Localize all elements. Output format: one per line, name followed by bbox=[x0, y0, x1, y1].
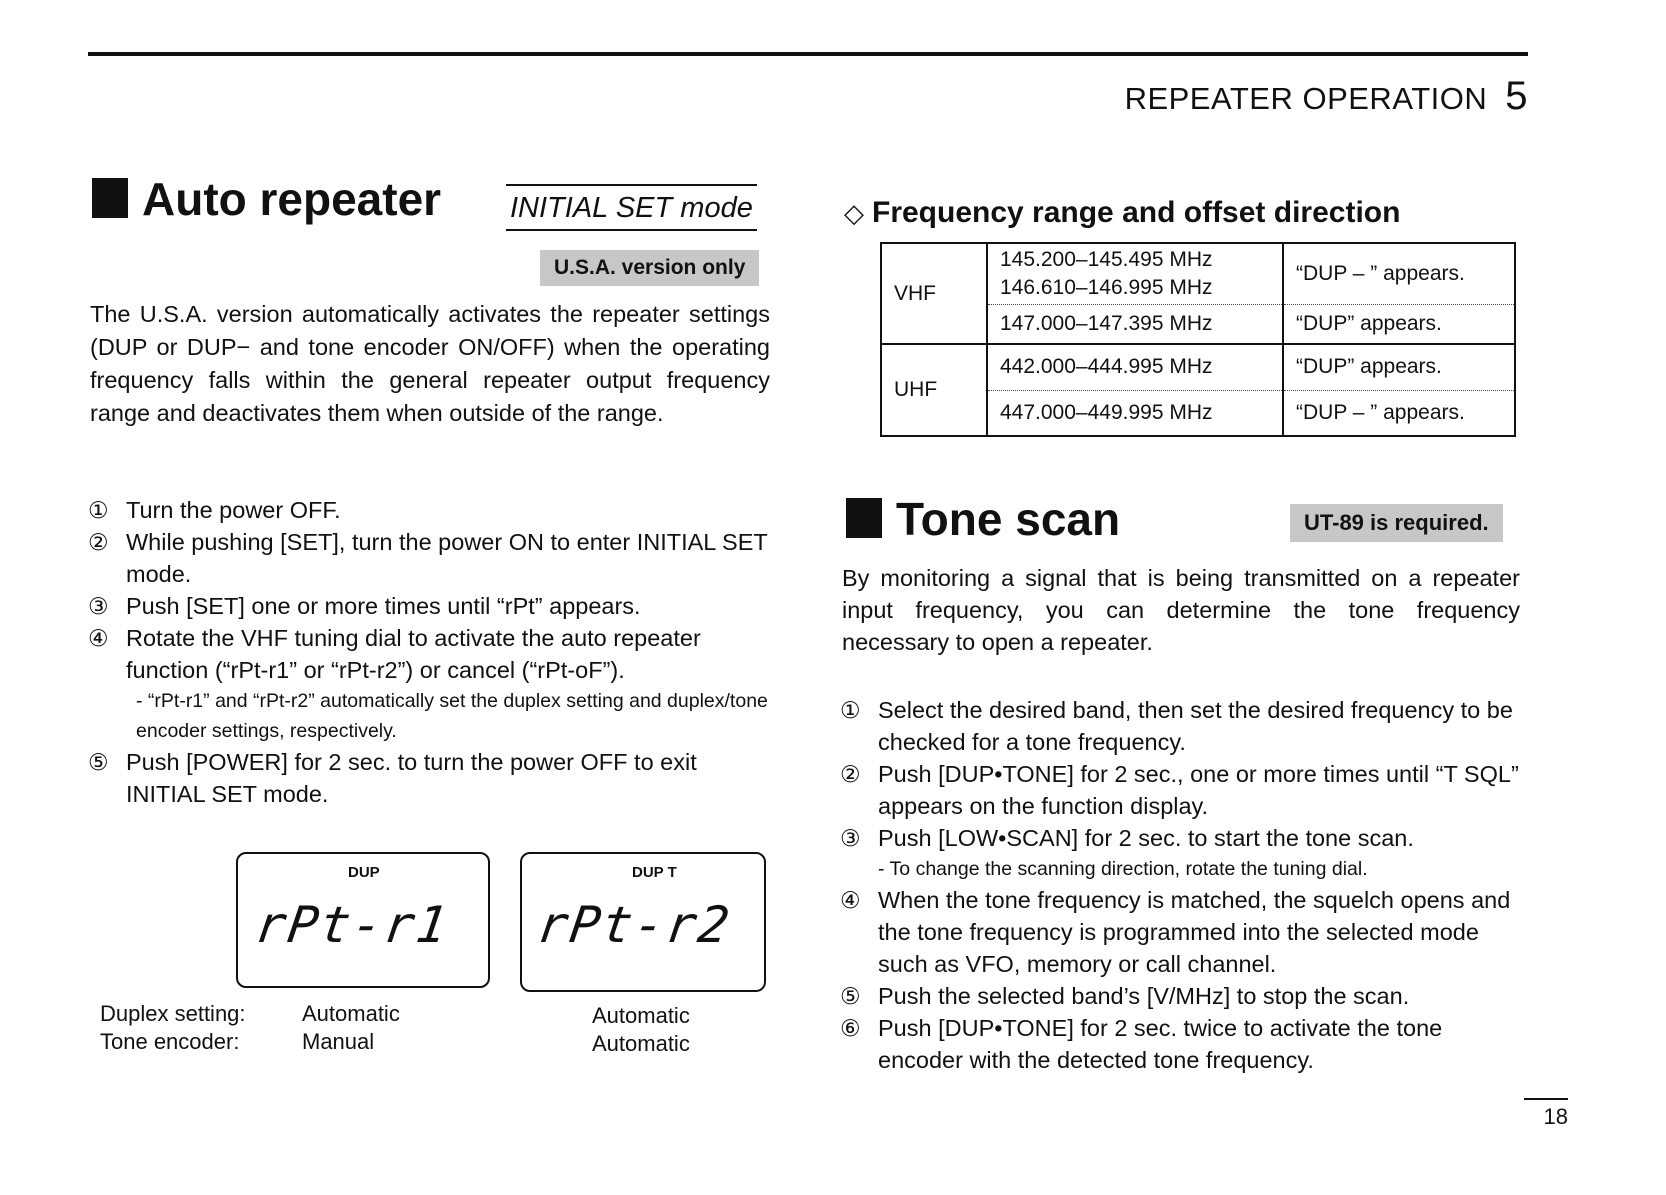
list-item bbox=[840, 884, 1520, 980]
caption-r2 bbox=[592, 1002, 690, 1058]
step-text: Turn the power OFF. bbox=[126, 497, 341, 523]
step-number: ④ bbox=[88, 625, 109, 651]
table-row bbox=[881, 243, 1515, 305]
step-text: Push [SET] one or more times until “rPt” appears. bbox=[126, 593, 641, 619]
step-text: Push [DUP•TONE] for 2 sec. twice to activate the tone encoder with the detected tone frequency. bbox=[878, 1015, 1443, 1073]
lcd-annunciator: DUP bbox=[348, 864, 380, 881]
step-text: When the tone frequency is matched, the squelch opens and the tone frequency is programmed into the selected mode such as VFO, memory or call channel. bbox=[878, 887, 1511, 977]
page-number: 18 bbox=[1524, 1098, 1568, 1130]
lcd-display-r1 bbox=[236, 852, 490, 988]
freq-range-heading bbox=[844, 196, 1400, 230]
auto-repeater-steps bbox=[88, 494, 768, 810]
freq-value: 145.200–145.495 MHz bbox=[1000, 248, 1213, 271]
auto-repeater-heading bbox=[92, 172, 441, 226]
step-note: - To change the scanning direction, rotate the tuning dial. bbox=[878, 858, 1368, 880]
step-text: Push [DUP•TONE] for 2 sec., one or more times until “T SQL” appears on the function display. bbox=[878, 761, 1519, 819]
tone-scan-title: Tone scan bbox=[896, 493, 1121, 545]
list-item bbox=[840, 822, 1520, 884]
step-number: ③ bbox=[840, 825, 861, 851]
auto-repeater-intro: The U.S.A. version automatically activates the repeater settings (DUP or DUP− and tone encoder ON/OFF) when the operating frequency falls within the general repeater output frequency range and deactivates them when outside of the range. bbox=[90, 301, 770, 426]
caption-labels bbox=[100, 1000, 246, 1056]
list-item bbox=[88, 526, 768, 590]
step-number: ③ bbox=[88, 593, 109, 619]
lcd-readout: rPt-r1 bbox=[251, 896, 453, 954]
duplex-label: Duplex setting: bbox=[100, 1001, 246, 1026]
table-row bbox=[881, 344, 1515, 390]
step-text: Push [POWER] for 2 sec. to turn the power OFF to exit INITIAL SET mode. bbox=[126, 749, 697, 807]
step-text: While pushing [SET], turn the power ON to enter INITIAL SET mode. bbox=[126, 529, 768, 587]
freq-cell bbox=[987, 243, 1283, 305]
usa-version-badge: U.S.A. version only bbox=[540, 250, 759, 286]
ut89-badge: UT-89 is required. bbox=[1290, 504, 1503, 542]
step-text: Push the selected band’s [V/MHz] to stop the scan. bbox=[878, 983, 1410, 1009]
r1-tone-value: Manual bbox=[302, 1029, 375, 1054]
step-number: ② bbox=[88, 529, 109, 555]
result-cell: “DUP” appears. bbox=[1283, 305, 1515, 345]
freq-cell: 447.000–449.995 MHz bbox=[987, 390, 1283, 436]
step-number: ⑥ bbox=[840, 1015, 861, 1041]
step-note: - “rPt-r1” and “rPt-r2” automatically set the duplex setting and duplex/tone encoder settings, respectively. bbox=[136, 690, 768, 742]
diamond-icon: ◇ bbox=[844, 198, 864, 228]
band-cell: UHF bbox=[881, 344, 987, 436]
header-rule bbox=[88, 52, 1528, 56]
lcd-annunciator: DUP T bbox=[632, 864, 677, 881]
list-item bbox=[840, 758, 1520, 822]
lcd-readout: rPt-r2 bbox=[533, 896, 735, 954]
r2-duplex-value: Automatic bbox=[592, 1003, 690, 1028]
list-item bbox=[840, 1012, 1520, 1076]
list-item bbox=[840, 694, 1520, 758]
step-number: ① bbox=[88, 497, 109, 523]
freq-range-table bbox=[880, 242, 1516, 437]
list-item bbox=[88, 746, 768, 810]
list-item bbox=[88, 494, 768, 526]
r1-duplex-value: Automatic bbox=[302, 1001, 400, 1026]
caption-r1 bbox=[302, 1000, 400, 1056]
tone-scan-intro: By monitoring a signal that is being transmitted on a repeater input frequency, you can determine the tone frequency necessary to open a repeater. bbox=[842, 565, 1520, 655]
lcd-display-r2 bbox=[520, 852, 766, 992]
step-number: ② bbox=[840, 761, 861, 787]
step-text: Rotate the VHF tuning dial to activate the auto repeater function (“rPt-r1” or “rPt-r2”) or cancel (“rPt-oF”). bbox=[126, 625, 701, 683]
list-item bbox=[88, 622, 768, 746]
result-cell: “DUP – ” appears. bbox=[1283, 390, 1515, 436]
list-item bbox=[840, 980, 1520, 1012]
square-bullet-icon bbox=[92, 178, 128, 218]
mode-tag: INITIAL SET mode bbox=[506, 184, 757, 231]
freq-cell: 147.000–147.395 MHz bbox=[987, 305, 1283, 345]
step-text: Select the desired band, then set the desired frequency to be checked for a tone frequency. bbox=[878, 697, 1513, 755]
list-item bbox=[88, 590, 768, 622]
square-bullet-icon bbox=[846, 498, 882, 538]
step-text: Push [LOW•SCAN] for 2 sec. to start the tone scan. bbox=[878, 825, 1414, 851]
freq-value: 146.610–146.995 MHz bbox=[1000, 276, 1213, 299]
freq-range-title: Frequency range and offset direction bbox=[872, 196, 1401, 229]
chapter-heading bbox=[1125, 74, 1528, 119]
tone-label: Tone encoder: bbox=[100, 1029, 240, 1054]
step-number: ① bbox=[840, 697, 861, 723]
auto-repeater-title: Auto repeater bbox=[142, 173, 442, 225]
step-number: ⑤ bbox=[88, 749, 109, 775]
band-cell: VHF bbox=[881, 243, 987, 344]
chapter-title: REPEATER OPERATION bbox=[1124, 81, 1488, 116]
freq-cell: 442.000–444.995 MHz bbox=[987, 344, 1283, 390]
tone-scan-heading bbox=[846, 492, 1120, 546]
chapter-number: 5 bbox=[1505, 74, 1528, 118]
result-cell: “DUP – ” appears. bbox=[1283, 243, 1515, 305]
tone-scan-steps bbox=[840, 694, 1520, 1076]
r2-tone-value: Automatic bbox=[592, 1031, 690, 1056]
step-number: ④ bbox=[840, 887, 861, 913]
result-cell: “DUP” appears. bbox=[1283, 344, 1515, 390]
step-number: ⑤ bbox=[840, 983, 861, 1009]
